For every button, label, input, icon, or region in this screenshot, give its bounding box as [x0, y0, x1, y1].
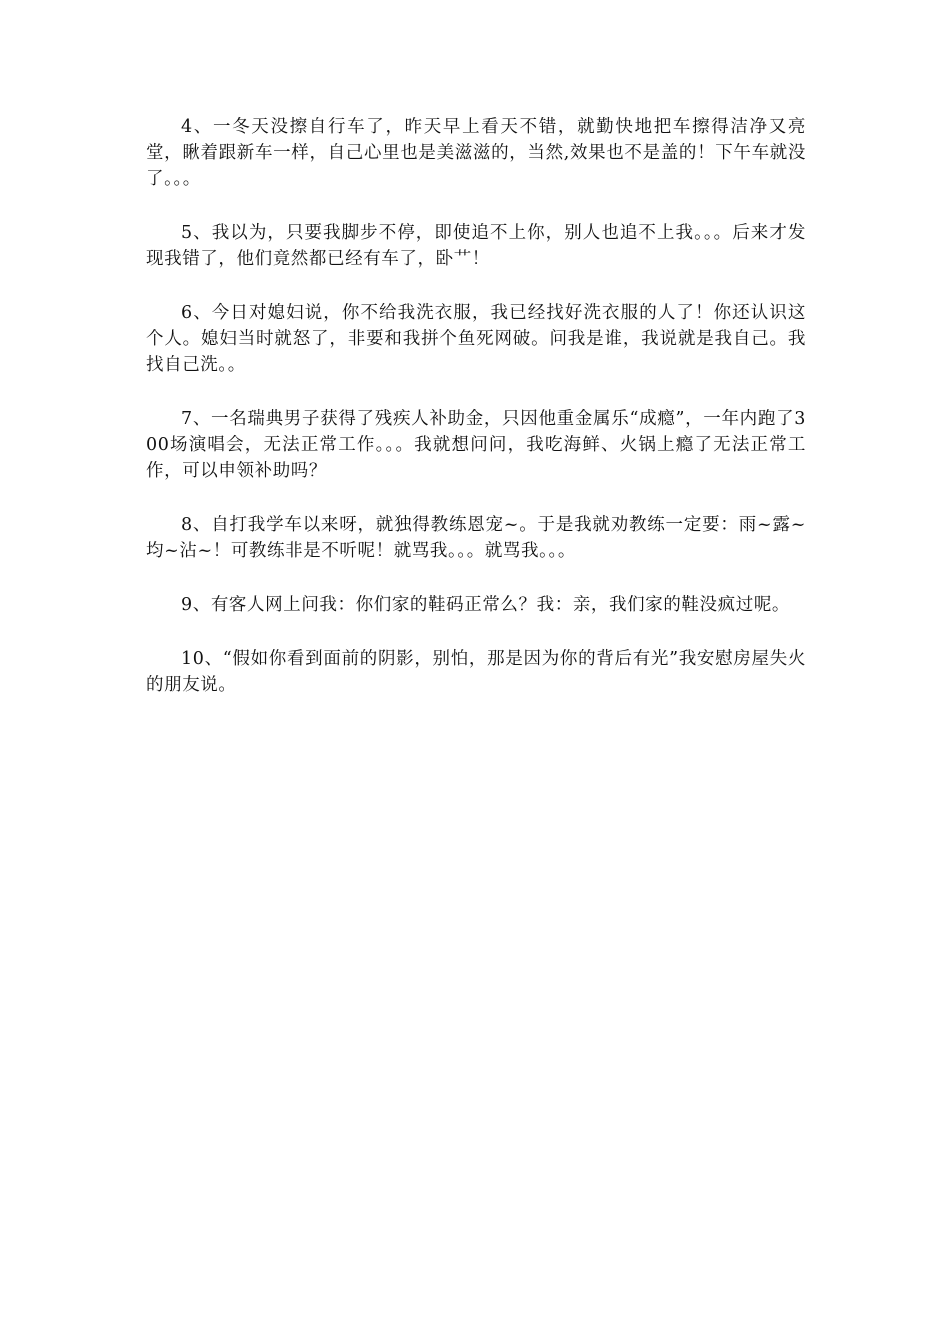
paragraph-4: 4、一冬天没擦自行车了，昨天早上看天不错，就勤快地把车擦得洁净又亮堂，瞅着跟新车一样，自己心里也是美滋滋的，当然,效果也不是盖的！下午车就没了。。。 — [146, 117, 806, 189]
document-body — [146, 114, 806, 726]
paragraph-8: 8、自打我学车以来呀，就独得教练恩宠~。于是我就劝教练一定要：雨~露~均~沾~！可教练非是不听呢！就骂我。。。就骂我。。。 — [146, 515, 806, 561]
paragraph-10: 10、“假如你看到面前的阴影，别怕，那是因为你的背后有光”我安慰房屋失火的朋友说。 — [146, 649, 806, 695]
paragraph-9: 9、有客人网上问我：你们家的鞋码正常么？我：亲，我们家的鞋没疯过呢。 — [181, 595, 791, 615]
paragraph-6: 6、今日对媳妇说，你不给我洗衣服，我已经找好洗衣服的人了！你还认识这个人。媳妇当时就怒了，非要和我拼个鱼死网破。问我是谁，我说就是我自己。我找自己洗。。 — [146, 303, 806, 375]
paragraph-7: 7、一名瑞典男子获得了残疾人补助金，只因他重金属乐“成瘾”，一年内跑了300场演唱会，无法正常工作。。。我就想问问，我吃海鲜、火锅上瘾了无法正常工作，可以申领补助吗？ — [146, 409, 806, 481]
paragraph-5: 5、我以为，只要我脚步不停，即使追不上你，别人也追不上我。。。后来才发现我错了，他们竟然都已经有车了，卧艹！ — [146, 223, 806, 269]
